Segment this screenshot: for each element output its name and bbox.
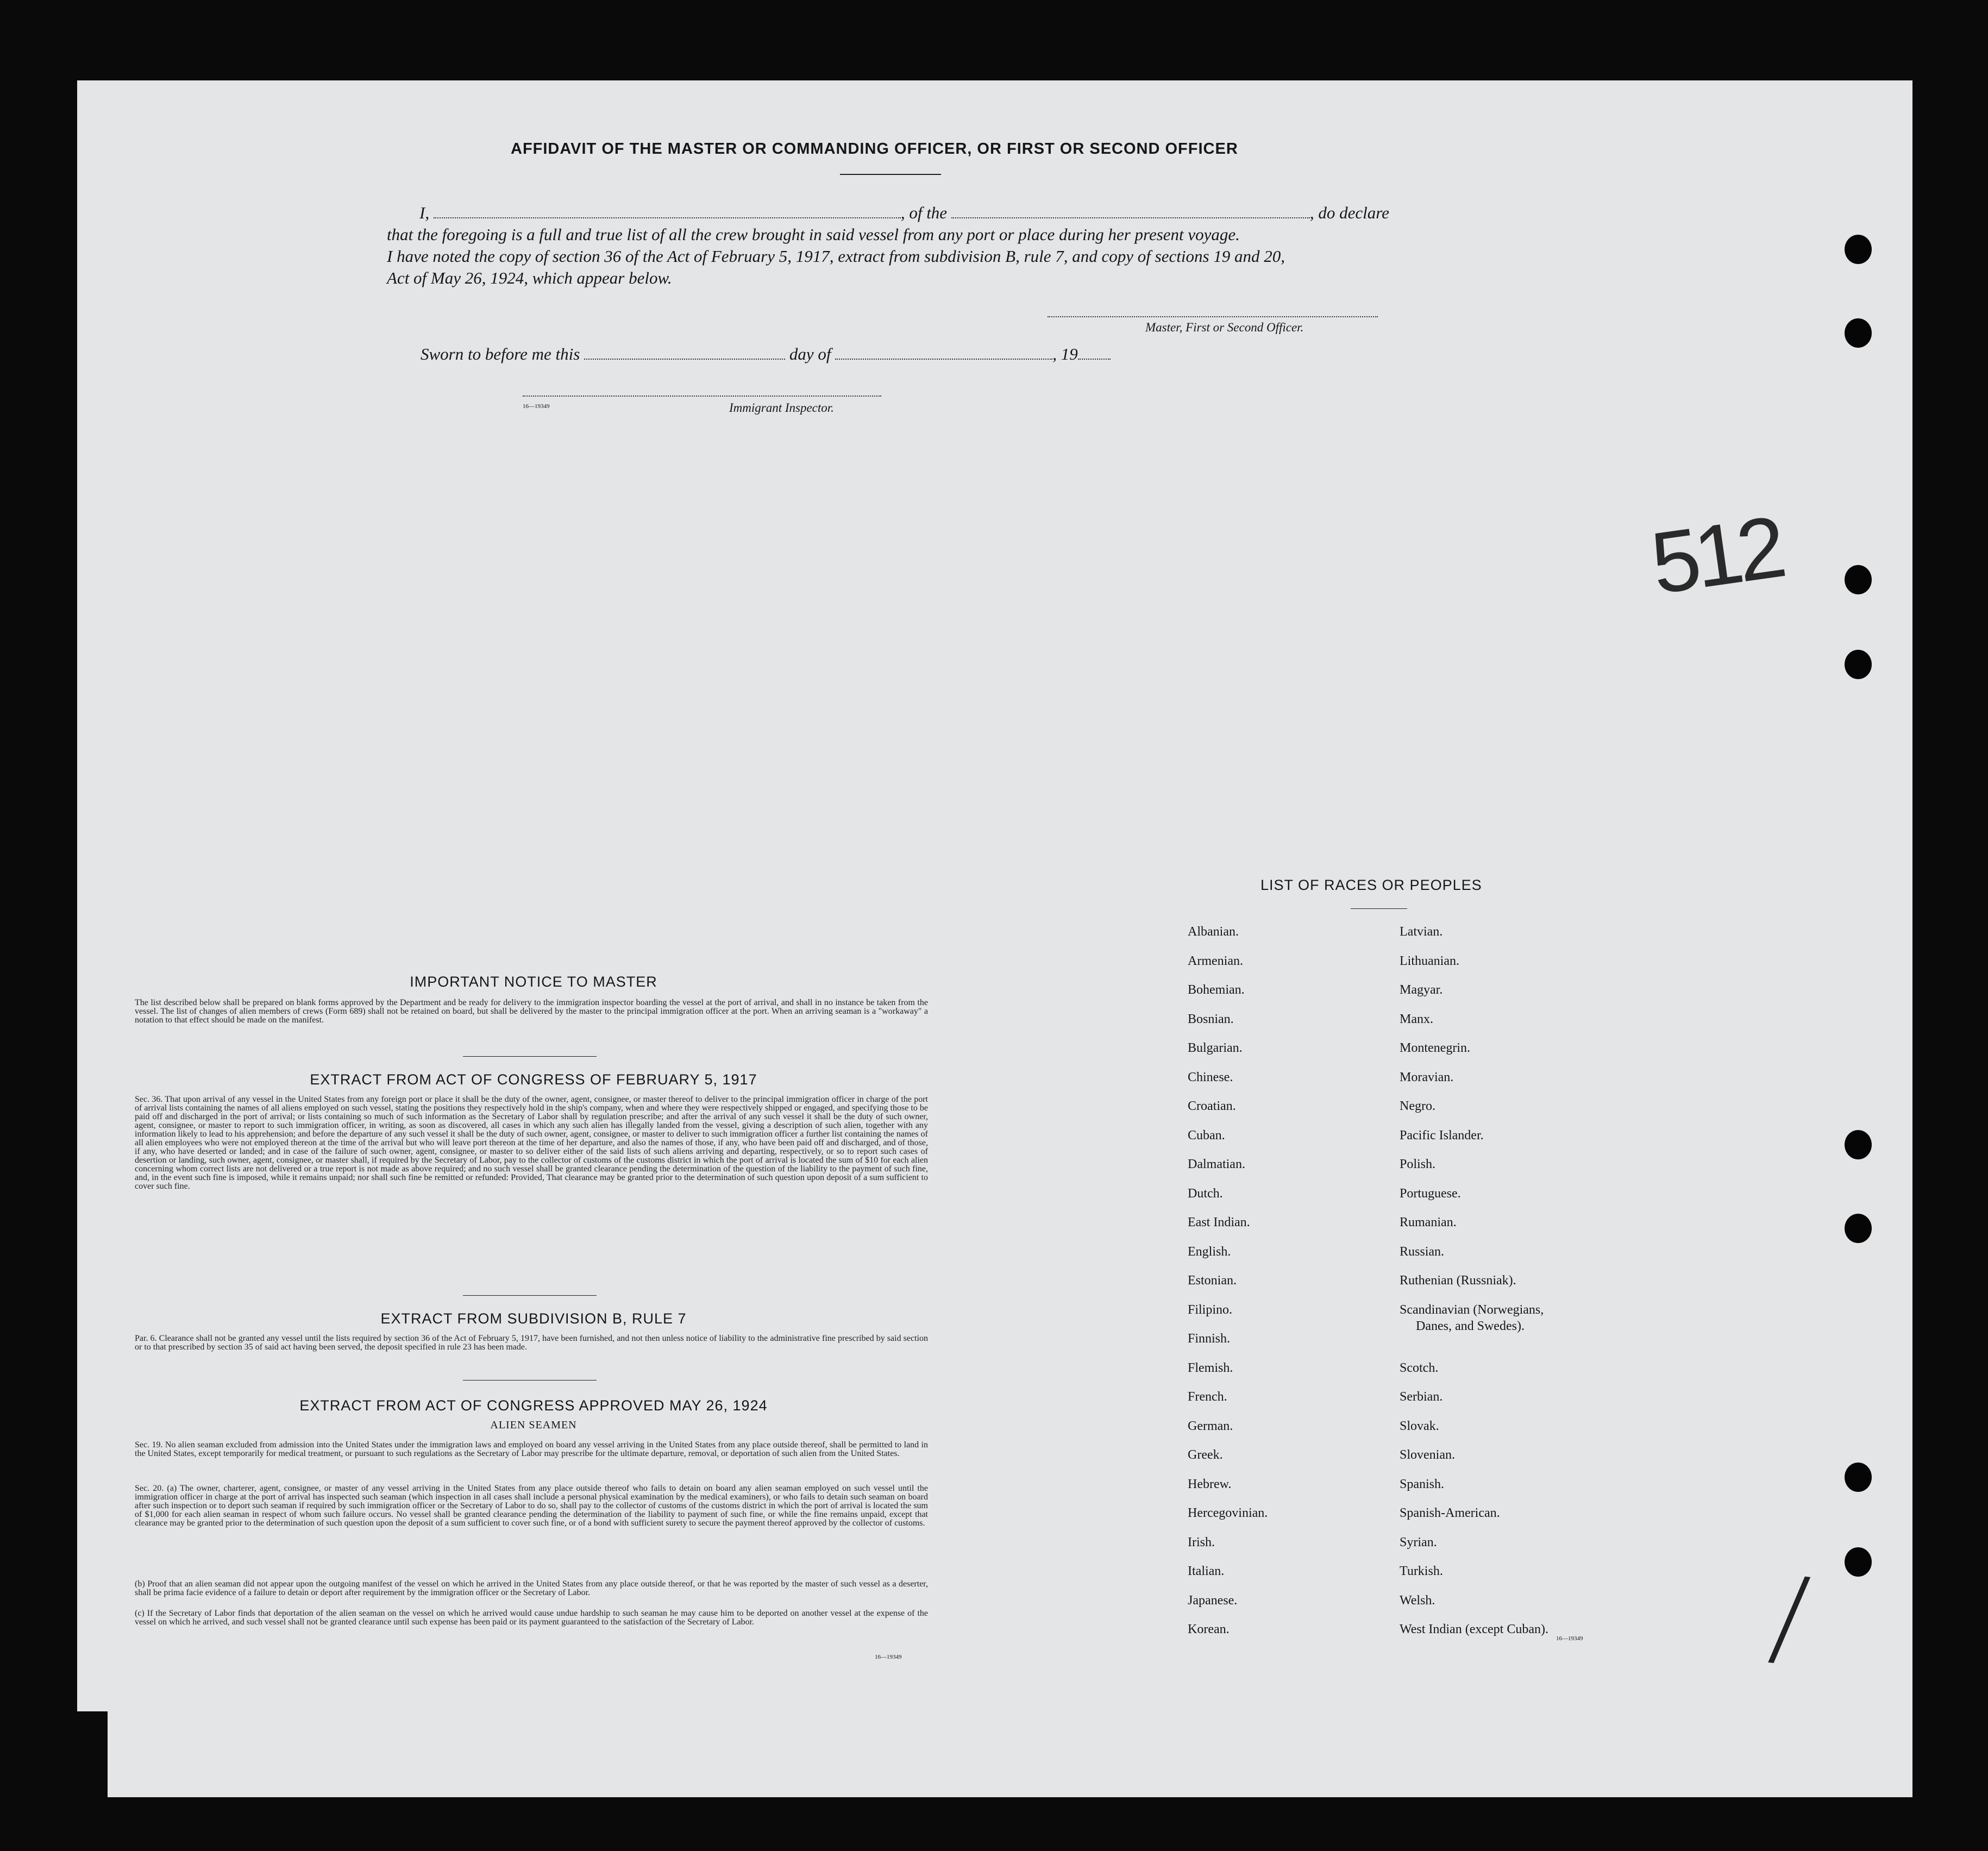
binder-hole: [1845, 650, 1872, 679]
race-item: Russian.: [1400, 1244, 1445, 1259]
declaration-line-3: I have noted the copy of section 36 of the Act of February 5, 1917, extract from subdivision B, rule 7, and copy of sections 19 and 20,: [387, 247, 1285, 266]
race-item: Negro.: [1400, 1099, 1435, 1113]
race-item: Flemish.: [1188, 1360, 1233, 1375]
race-item: Moravian.: [1400, 1070, 1454, 1084]
form-number: 16—19349: [875, 1654, 902, 1660]
act1917-title: EXTRACT FROM ACT OF CONGRESS OF FEBRUARY 5, 1917: [310, 1071, 757, 1088]
binder-hole: [1845, 565, 1872, 594]
handwritten-page-number: 512: [1645, 498, 1787, 612]
race-item: Chinese.: [1188, 1070, 1233, 1084]
year-blank: [1078, 359, 1111, 360]
handwritten-tick: /: [1765, 1552, 1815, 1682]
binder-hole: [1845, 235, 1872, 264]
races-right-column: [1400, 924, 1548, 1651]
race-item: Serbian.: [1400, 1390, 1443, 1404]
act1924-subtitle: ALIEN SEAMEN: [490, 1419, 577, 1431]
race-item: Welsh.: [1400, 1593, 1435, 1608]
ruleb7-title: EXTRACT FROM SUBDIVISION B, RULE 7: [380, 1310, 687, 1327]
race-item: English.: [1188, 1244, 1231, 1259]
race-item: West Indian (except Cuban).: [1400, 1622, 1548, 1636]
race-item: Scotch.: [1400, 1360, 1439, 1375]
race-item: Armenian.: [1188, 953, 1243, 968]
race-item: Montenegrin.: [1400, 1041, 1470, 1055]
race-item: Spanish.: [1400, 1477, 1445, 1491]
race-item-continued: Danes, and Swedes).: [1416, 1319, 1525, 1333]
race-item: Ruthenian (Russniak).: [1400, 1273, 1516, 1288]
race-item: Polish.: [1400, 1157, 1436, 1171]
race-item: Dutch.: [1188, 1186, 1223, 1201]
race-item: Magyar.: [1400, 983, 1443, 997]
sworn-line: [421, 343, 1181, 365]
name-blank: [434, 217, 901, 218]
sworn-prefix: Sworn to before me this: [421, 344, 580, 363]
act1924-sec19: Sec. 19. No alien seaman excluded from admission into the United States under the immigration laws and employed on board any vessel arriving in the United States from any place outside thereof, shall be permitted to land in the United States, except temporarily for medical treatment, or pursuant to such regulations as the Secretary of Labor may prescribe for the ultimate departure, removal, or deportation of such alien from the United States.: [135, 1440, 928, 1458]
form-number: 16—19349: [1556, 1635, 1583, 1642]
day-blank: [584, 359, 785, 360]
sworn-day-of: day of: [789, 344, 831, 363]
declaration-line-4: Act of May 26, 1924, which appear below.: [387, 268, 672, 287]
binder-hole: [1845, 1130, 1872, 1159]
act1924-sec20b: (b) Proof that an alien seaman did not appear upon the outgoing manifest of the vessel on which he arrived in the United States from any place outside thereof, or that he was reported by the master of such vessel as a deserter, shall be prima facie evidence of a failure to detain or deport after requirement by the immigration officer or the Secretary of Labor.: [135, 1579, 928, 1597]
race-item: Greek.: [1188, 1448, 1223, 1462]
race-item: Latvian.: [1400, 925, 1443, 939]
month-blank: [835, 359, 1052, 360]
declaration-line-1: [419, 202, 1397, 224]
race-item: Portuguese.: [1400, 1186, 1461, 1201]
race-item: Bulgarian.: [1188, 1041, 1243, 1055]
divider: [463, 1295, 597, 1296]
binder-hole: [1845, 1547, 1872, 1577]
race-item: Korean.: [1188, 1622, 1230, 1636]
race-item: French.: [1188, 1390, 1227, 1404]
ruleb7-text: Par. 6. Clearance shall not be granted any vessel until the lists required by section 36 of the Act of February 5, 1917, have been furnished, and not then unless notice of liability to the administrative fine prescribed by said section or to that prescribed by section 35 of said act having been served, the deposit specified in rule 23 has been made.: [135, 1334, 928, 1352]
declaration-i: I,: [419, 203, 430, 222]
notice-title: IMPORTANT NOTICE TO MASTER: [410, 974, 657, 990]
signature-line: [1048, 316, 1378, 317]
race-item: Italian.: [1188, 1564, 1225, 1578]
race-item: Rumanian.: [1400, 1215, 1457, 1229]
race-item: East Indian.: [1188, 1215, 1250, 1229]
act1917-text: Sec. 36. That upon arrival of any vessel in the United States from any foreign port or place it shall be the duty of the owner, agent, consignee, or master thereof to deliver to the principal immigration officer in charge of the port of arrival lists containing the names of all aliens employed on such vessel, stating the positions they respectively hold in the ship's company, when and where they were respectively shipped or engaged, and specifying those to be paid off and discharged in the port of arrival; or lists containing so much of such information as the Secretary of Labor shall by regulation prescribe; and after the arrival of any such vessel it shall be the duty of such owner, agent, consignee, or master to report to such immigration officer, in writing, as soon as discovered, all cases in which any such alien has illegally landed from the vessel, giving a description of such alien, together with any information likely to lead to his apprehension; and before the departure of any such vessel it shall be the duty of such owner, agent, consignee, or master to deliver to such immigration officer a further list containing the names of all alien employees who were not employed thereon at the time of the arrival but who will leave port thereon at the time of her departure, and also the names of those, if any, who have been paid off and discharged, and of those, if any, who have deserted or landed; and in case of the failure of such owner, agent, consignee, or master to so deliver either of the said lists of such aliens arriving and departing, respectively, or so to report such cases of desertion or landing, such owner, agent, consignee, or master shall, if required by the Secretary of Labor, pay to the collector of customs of the customs district in which the port of arrival is located the sum of $10 for each alien concerning whom correct lists are not delivered or a true report is not made as above required; and no such vessel shall be granted clearance pending the determination of the question of the liability to the payment of such fine, and, in the event such fine is imposed, while it remains unpaid; nor shall such fine be remitted or refunded: Provided, That clearance may be granted prior to the determination of such question upon deposit of a sum sufficient to cover such fine.: [135, 1095, 928, 1191]
race-item: Filipino.: [1188, 1302, 1233, 1317]
race-item: Finnish.: [1188, 1332, 1231, 1346]
race-item: Spanish-American.: [1400, 1506, 1500, 1520]
race-item: Estonian.: [1188, 1273, 1237, 1288]
race-item: Pacific Islander.: [1400, 1128, 1484, 1143]
divider: [1351, 908, 1407, 909]
paper-sheet: [77, 80, 1912, 1797]
vessel-blank: [951, 217, 1310, 218]
binder-hole: [1845, 1214, 1872, 1243]
inspector-caption: Immigrant Inspector.: [729, 401, 834, 415]
act1924-sec20c: (c) If the Secretary of Labor finds that deportation of the alien seaman on the vessel on which he arrived would cause undue hardship to such seaman he may cause him to be deported on another vessel at the expense of the vessel on which he arrived, and such vessel shall not be granted clearance until such expense has been paid or its payment guaranteed to the satisfaction of the Secretary of Labor.: [135, 1609, 928, 1627]
race-item: Albanian.: [1188, 925, 1239, 939]
inspector-line: [523, 396, 881, 397]
divider: [840, 174, 941, 175]
declaration-line-2: that the foregoing is a full and true list of all the crew brought in said vessel from any port or place during her present voyage.: [387, 225, 1240, 244]
races-left-column: [1188, 924, 1268, 1651]
race-item: Hercegovinian.: [1188, 1506, 1268, 1520]
declaration-do-declare: , do declare: [1309, 203, 1389, 222]
binder-hole: [1845, 318, 1872, 348]
sworn-year: , 19: [1052, 344, 1078, 363]
race-item: Scandinavian (Norwegians,: [1400, 1302, 1544, 1317]
declaration-of-the: , of the: [900, 203, 948, 222]
signature-caption: Master, First or Second Officer.: [1145, 321, 1304, 334]
race-item: Slovak.: [1400, 1419, 1439, 1433]
notice-text: The list described below shall be prepared on blank forms approved by the Department and be ready for delivery to the immigration inspector boarding the vessel at the port of arrival, and shall in no instance be taken from the vessel. The list of changes of alien members of crews (Form 689) shall not be retained on board, but shall be delivered by the master to the principal immigration officer at the port. When an arriving seaman is a "workaway" a notation to that effect should be made on the manifest.: [135, 998, 928, 1025]
divider: [463, 1380, 597, 1381]
race-item: Lithuanian.: [1400, 953, 1459, 968]
race-item: Hebrew.: [1188, 1477, 1232, 1491]
race-item: Slovenian.: [1400, 1448, 1455, 1462]
race-item: German.: [1188, 1419, 1233, 1433]
race-item: Irish.: [1188, 1535, 1215, 1549]
form-number: 16—19349: [523, 403, 550, 410]
race-item: Syrian.: [1400, 1535, 1437, 1549]
affidavit-title: AFFIDAVIT OF THE MASTER OR COMMANDING OFFICER, OR FIRST OR SECOND OFFICER: [511, 140, 1238, 158]
race-item-scandinavian: [1400, 1302, 1548, 1360]
act1924-sec20a: Sec. 20. (a) The owner, charterer, agent, consignee, or master of any vessel arriving in the United States from any place outside thereof who fails to detain on board any alien seaman employed on such vessel until the immigration officer in charge at the port of arrival has inspected such seaman (which inspection in all cases shall include a personal physical examination by the medical examiners), or who fails to detain such seaman on board after such inspection or to deport such seaman if required by such immigration officer or the Secretary of Labor to do so, shall pay to the collector of customs of the customs district in which the port of arrival is located the sum of $1,000 for each alien seaman in respect of whom such failure occurs. No vessel shall be granted clearance pending the determination of the liability to payment of such fine, or while the fine remains unpaid, except that clearance may be granted prior to the determination of such question upon the deposit of a sum sufficient to cover such fine, or of a bond with sufficient surety to secure the payment thereof approved by the collector of customs.: [135, 1484, 928, 1528]
race-item: Croatian.: [1188, 1099, 1236, 1113]
race-item: Manx.: [1400, 1012, 1433, 1026]
race-item: Cuban.: [1188, 1128, 1225, 1143]
race-item: Turkish.: [1400, 1564, 1443, 1578]
race-item: Japanese.: [1188, 1593, 1238, 1608]
binder-hole: [1845, 1463, 1872, 1492]
race-item: Bohemian.: [1188, 983, 1245, 997]
divider: [463, 1056, 597, 1057]
races-title: LIST OF RACES OR PEOPLES: [1260, 877, 1482, 893]
act1924-title: EXTRACT FROM ACT OF CONGRESS APPROVED MAY 26, 1924: [299, 1397, 768, 1414]
torn-corner: [75, 1711, 108, 1798]
race-item: Bosnian.: [1188, 1012, 1234, 1026]
race-item: Dalmatian.: [1188, 1157, 1245, 1171]
